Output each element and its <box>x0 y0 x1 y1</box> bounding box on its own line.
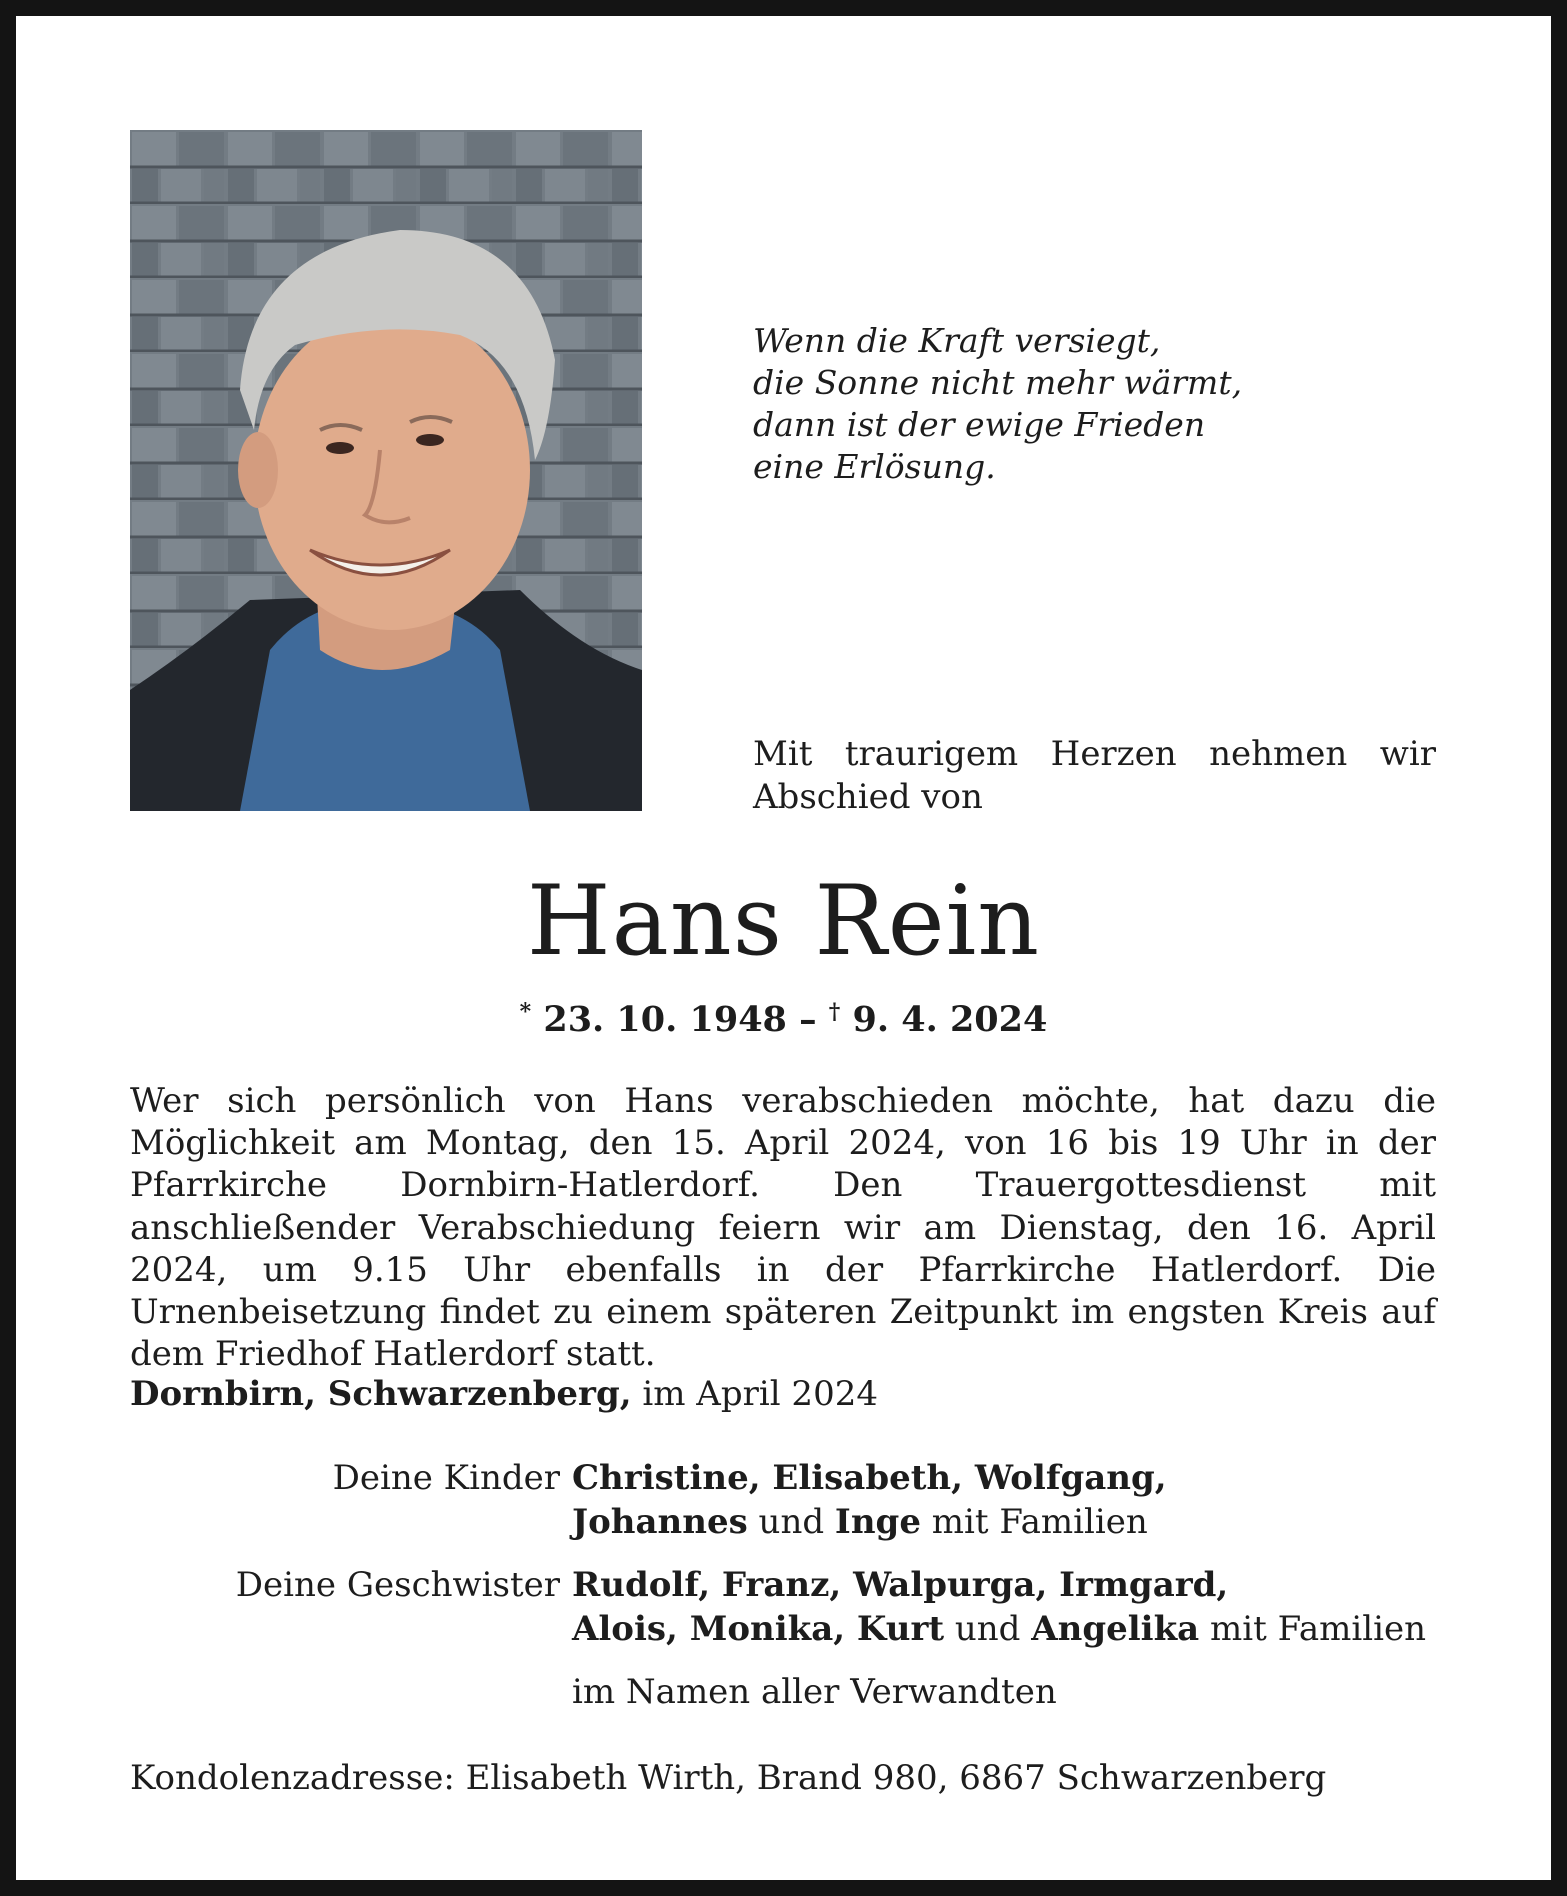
siblings-label: Deine Geschwister <box>235 1565 560 1605</box>
child-name: Johannes <box>572 1502 748 1542</box>
on-behalf-of-relatives: im Namen aller Verwandten <box>572 1672 1057 1712</box>
family-suffix: mit Familien <box>920 1502 1148 1542</box>
intro-text: Mit traurigem Herzen nehmen wir Abschied von <box>753 734 1436 817</box>
date-dash: – <box>799 999 817 1040</box>
birth-symbol: * <box>519 999 532 1025</box>
place-date: im April 2024 <box>631 1374 878 1414</box>
death-symbol: † <box>828 999 841 1025</box>
life-dates <box>0 990 1567 1042</box>
place-names: Dornbirn, Schwarzenberg, <box>130 1374 632 1414</box>
quote-line: die Sonne nicht mehr wärmt, <box>753 363 1243 402</box>
children-names-line1: Christine, Elisabeth, Wolfgang, <box>572 1458 1167 1498</box>
place-date-line <box>130 1372 878 1416</box>
quote-line: eine Erlösung. <box>753 447 996 486</box>
death-date: 9. 4. 2024 <box>852 999 1048 1040</box>
portrait-illustration <box>130 130 642 811</box>
child-name: Inge <box>834 1502 921 1542</box>
memorial-quote <box>753 320 1242 488</box>
children-names <box>572 1456 1167 1544</box>
portrait-photo <box>130 130 642 811</box>
conjunction: und <box>747 1502 835 1542</box>
family-suffix: mit Familien <box>1199 1609 1427 1649</box>
siblings-names <box>572 1563 1426 1651</box>
condolence-address: Kondolenzadresse: Elisabeth Wirth, Brand 980, 6867 Schwarzenberg <box>130 1758 1327 1798</box>
conjunction: und <box>944 1609 1032 1649</box>
children-label: Deine Kinder <box>332 1458 560 1498</box>
sibling-name: Angelika <box>1031 1609 1200 1649</box>
birth-date: 23. 10. 1948 <box>543 999 787 1040</box>
sibling-names: Alois, Monika, Kurt <box>572 1609 945 1649</box>
quote-line: Wenn die Kraft versiegt, <box>753 321 1161 360</box>
ceremony-details: Wer sich persönlich von Hans verabschieden möchte, hat dazu die Möglichkeit am Montag, den 15. April 2024, von 16 bis 19 Uhr in der Pfarrkirche Dornbirn-Hatlerdorf. Den Trauergottesdienst mit anschließender Verabschiedung feiern wir am Dienstag, den 16. April 2024, um 9.15 Uhr ebenfalls in der Pfarrkirche Hatlerdorf. Die Urnenbeisetzung findet zu einem späteren Zeitpunkt im engsten Kreis auf dem Friedhof Hatlerdorf statt. <box>130 1081 1436 1375</box>
quote-line: dann ist der ewige Frieden <box>753 405 1206 444</box>
deceased-name: Hans Rein <box>526 865 1041 977</box>
siblings-names-line1: Rudolf, Franz, Walpurga, Irmgard, <box>572 1565 1229 1605</box>
